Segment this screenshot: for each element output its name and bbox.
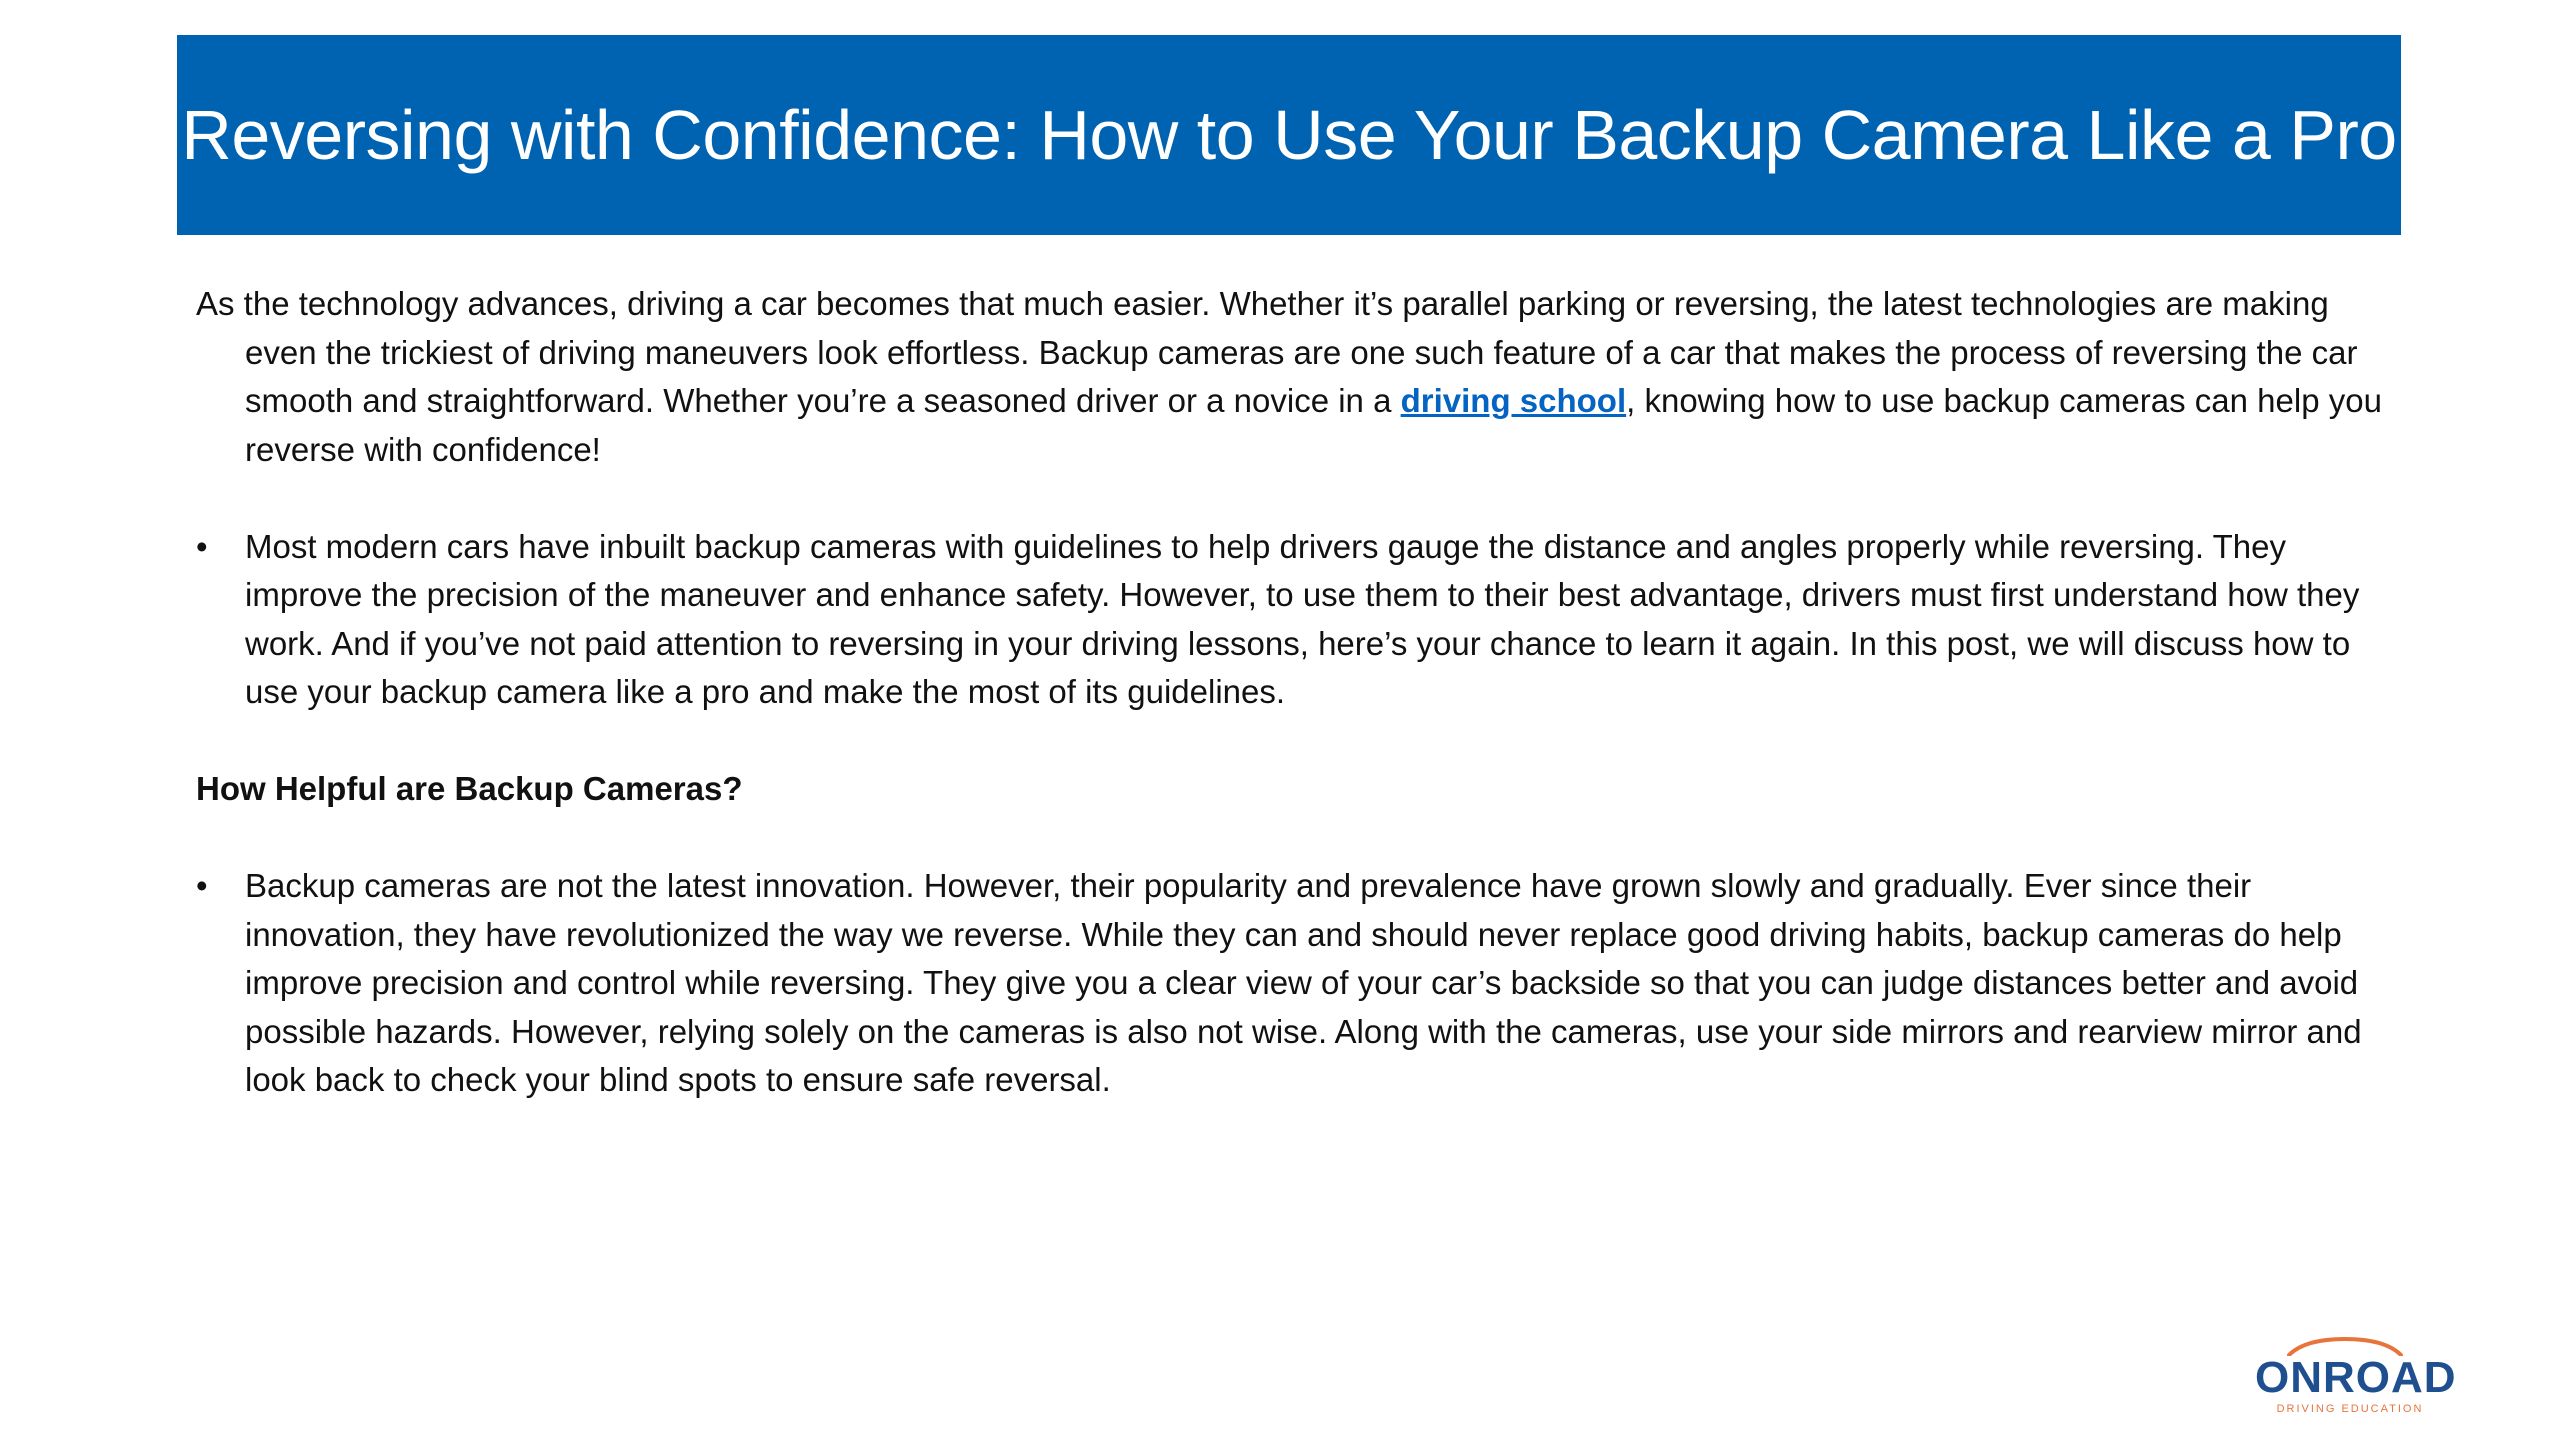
bullet-item-2	[196, 862, 2396, 1105]
bullet-icon: •	[196, 867, 208, 904]
slide-content	[196, 280, 2396, 1105]
intro-text-end: , knowing how to use backup cameras can help you reverse with confidence!	[245, 382, 2382, 468]
bullet-item-1	[196, 523, 2396, 717]
bullet-icon: •	[196, 527, 208, 565]
bullet-text-1: Most modern cars have inbuilt backup cameras with guidelines to help drivers gauge the distance and angles properly while reversing. They improve the precision of the maneuver and enhance safety. However, to use them to their best advantage, drivers must first understand how they work. And if you’ve not paid attention to reversing in your driving lessons, here’s your chance to learn it again. In this post, we will discuss how to use your backup camera like a pro and make the most of its guidelines.	[245, 527, 2360, 710]
logo-tagline: DRIVING EDUCATION	[2276, 1403, 2424, 1415]
title-bar	[177, 35, 2401, 235]
spacer	[196, 717, 2396, 766]
slide-title: Reversing with Confidence: How to Use Your Backup Camera Like a Pro	[181, 96, 2397, 174]
driving-school-link[interactable]: driving school	[1400, 382, 1627, 419]
logo-wordmark: ONROAD	[2255, 1353, 2457, 1402]
section-heading: How Helpful are Backup Cameras?	[196, 770, 743, 807]
onroad-logo	[2255, 1336, 2457, 1416]
spacer	[196, 474, 2396, 523]
intro-paragraph	[196, 280, 2396, 474]
intro-text-start: As the technology advances, driving a car becomes that much easier. Whether it’s parallel parking or reversing, the latest technologies are making even the trickiest of driving maneuvers look effortless. Backup cameras are one such feature of a car that makes the process of reversing the car smooth and straightforward. Whether you’re a seasoned driver or a novice in a	[196, 285, 2358, 419]
spacer	[196, 814, 2396, 863]
bullet-text-2: Backup cameras are not the latest innovation. However, their popularity and prevalence have grown slowly and gradually. Ever since their innovation, they have revolutionized the way we reverse. While they can and should never replace good driving habits, backup cameras do help improve precision and control while reversing. They give you a clear view of your car’s backside so that you can judge distances better and avoid possible hazards. However, relying solely on the cameras is also not wise. Along with the cameras, use your side mirrors and rearview mirror and look back to check your blind spots to ensure safe reversal.	[245, 867, 2362, 1098]
